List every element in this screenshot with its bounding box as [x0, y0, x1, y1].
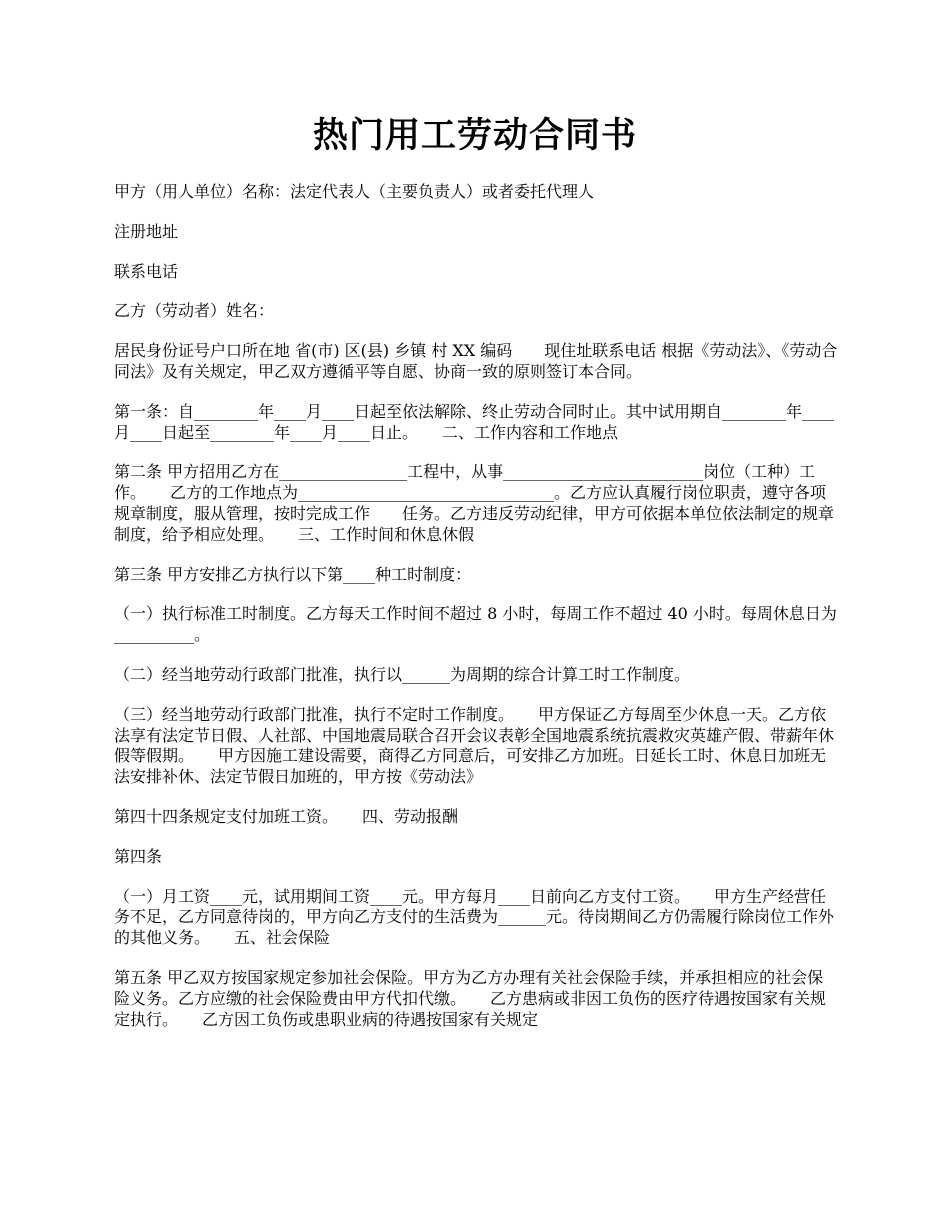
paragraph-article-3-item-2: （二）经当地劳动行政部门批准，执行以______为周期的综合计算工时工作制度。 — [114, 664, 691, 684]
paragraph-party-b-name: 乙方（劳动者）姓名： — [114, 301, 275, 321]
document-title: 热门用工劳动合同书 — [312, 115, 637, 156]
paragraph-article-4-item-1: （一）月工资____元，试用期间工资____元。甲方每月____日前向乙方支付工资。 甲方生产经营任务不足，乙方同意待岗的，甲方向乙方支付的生活费为______元。待岗期间乙方仍需履行除岗位工作外的其他义务。 五、社会保险 — [114, 886, 835, 948]
paragraph-article-4: 第四条 — [114, 846, 163, 866]
paragraph-party-a-name: 甲方（用人单位）名称：法定代表人（主要负责人）或者委托代理人 — [114, 182, 595, 201]
paragraph-article-5: 第五条 甲乙双方按国家规定参加社会保险。甲方为乙方办理有关社会保险手续，并承担相应的社会保险义务。乙方应缴的社会保险费由甲方代扣代缴。 乙方患病或非因工负伤的医疗待遇按国家有关规定执行。 乙方因工负伤或患职业病的待遇按国家有关规定 — [114, 967, 827, 1029]
paragraph-id-and-basis: 居民身份证号户口所在地 省(市) 区(县) 乡镇 村 XX 编码 现住址联系电话 根据《劳动法》、《劳动合同法》及有关规定，甲乙双方遵循平等自愿、协商一致的原则签订本合同。 — [114, 341, 838, 381]
paragraph-article-1: 第一条：自________年____月____日起至依法解除、终止劳动合同时止。其中试用期自________年____月____日起至________年____月____日止。 二、工作内容和工作地点 — [114, 401, 835, 442]
paragraph-contact-phone: 联系电话 — [114, 261, 179, 281]
document-body — [114, 182, 839, 1049]
paragraph-article-3-item-3: （三）经当地劳动行政部门批准，执行不定时工作制度。 甲方保证乙方每周至少休息一天。乙方依法享有法定节日假、人社部、中国地震局联合召开会议表彰全国地震系统抗震救灾英雄产假、带薪年休假等假期。 甲方因施工建设需要，商得乙方同意后，可安排乙方加班。日延长工时、休息日加班无法安排补休、法定节假日加班的，甲方按《劳动法》 — [114, 704, 835, 787]
paragraph-overtime-pay: 第四十四条规定支付加班工资。 四、劳动报酬 — [114, 806, 459, 826]
paragraph-article-3: 第三条 甲方安排乙方执行以下第____种工时制度： — [114, 564, 472, 584]
paragraph-registered-address: 注册地址 — [114, 221, 179, 241]
paragraph-article-2: 第二条 甲方招用乙方在________________工程中，从事_________________________岗位（工种）工作。 乙方的工作地点为________________________________。乙方应认真履行岗位职责，遵守各项规章制度，服从管理，按时完成工作 任务。乙方违反劳动纪律，甲方可依据本单位依法制定的规章制度，给予相应处理。 三、工作时间和休息休假 — [114, 462, 835, 544]
paragraph-article-3-item-1: （一）执行标准工时制度。乙方每天工作时间不超过 8 小时，每周工作不超过 40 小时。每周休息日为__________。 — [114, 604, 837, 645]
